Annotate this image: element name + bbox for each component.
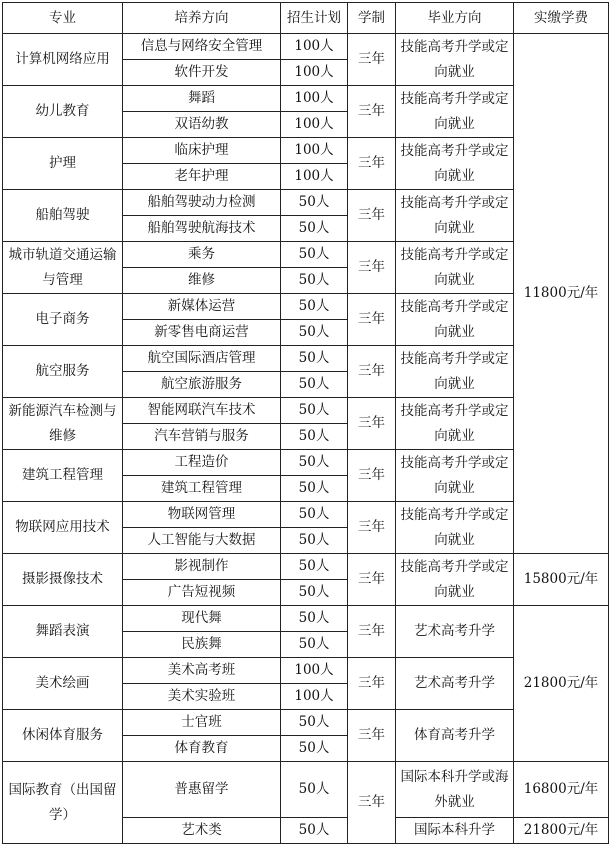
major-cell: 物联网应用技术: [3, 502, 123, 554]
plan-cell: 100人: [281, 112, 348, 138]
plan-cell: 100人: [281, 60, 348, 86]
direction-cell: 美术实验班: [123, 684, 281, 710]
table-row: [3, 554, 609, 580]
header-duration: 学制: [348, 3, 396, 34]
outcome-cell: 技能高考升学或定向就业: [396, 190, 514, 242]
plan-cell: 100人: [281, 164, 348, 190]
outcome-cell: 艺术高考升学: [396, 606, 514, 658]
outcome-cell: 国际本科升学或海外就业: [396, 762, 514, 818]
outcome-cell: 技能高考升学或定向就业: [396, 554, 514, 606]
direction-cell: 体育教育: [123, 736, 281, 762]
outcome-cell: 艺术高考升学: [396, 658, 514, 710]
duration-cell: 三年: [348, 502, 396, 554]
outcome-cell: 体育高考升学: [396, 710, 514, 762]
plan-cell: 50人: [281, 294, 348, 320]
direction-cell: 软件开发: [123, 60, 281, 86]
plan-cell: 50人: [281, 242, 348, 268]
direction-cell: 物联网管理: [123, 502, 281, 528]
fee-cell-intl-general: 16800元/年: [514, 762, 609, 818]
direction-cell: 士官班: [123, 710, 281, 736]
plan-cell: 100人: [281, 86, 348, 112]
header-major: 专业: [3, 3, 123, 34]
table-row: [3, 34, 609, 60]
plan-cell: 50人: [281, 372, 348, 398]
outcome-cell: 技能高考升学或定向就业: [396, 86, 514, 138]
direction-cell: 美术高考班: [123, 658, 281, 684]
table-row: [3, 606, 609, 632]
major-cell: 舞蹈表演: [3, 606, 123, 658]
major-cell: 幼儿教育: [3, 86, 123, 138]
direction-cell: 艺术类: [123, 818, 281, 844]
header-direction: 培养方向: [123, 3, 281, 34]
duration-cell: 三年: [348, 658, 396, 710]
direction-cell: 现代舞: [123, 606, 281, 632]
outcome-cell: 国际本科升学: [396, 818, 514, 844]
direction-cell: 航空国际酒店管理: [123, 346, 281, 372]
plan-cell: 50人: [281, 710, 348, 736]
direction-cell: 老年护理: [123, 164, 281, 190]
direction-cell: 民族舞: [123, 632, 281, 658]
direction-cell: 广告短视频: [123, 580, 281, 606]
duration-cell: 三年: [348, 86, 396, 138]
outcome-cell: 技能高考升学或定向就业: [396, 138, 514, 190]
outcome-cell: 技能高考升学或定向就业: [396, 346, 514, 398]
duration-cell: 三年: [348, 242, 396, 294]
major-cell: 城市轨道交通运输与管理: [3, 242, 123, 294]
plan-cell: 50人: [281, 476, 348, 502]
outcome-cell: 技能高考升学或定向就业: [396, 294, 514, 346]
major-cell: 航空服务: [3, 346, 123, 398]
fee-cell-arts: 21800元/年: [514, 606, 609, 762]
table-row: [3, 762, 609, 818]
plan-cell: 50人: [281, 450, 348, 476]
major-cell: 计算机网络应用: [3, 34, 123, 86]
fee-cell-standard: 11800元/年: [514, 34, 609, 554]
duration-cell: 三年: [348, 450, 396, 502]
duration-cell: 三年: [348, 606, 396, 658]
major-cell: 美术绘画: [3, 658, 123, 710]
major-cell: 船舶驾驶: [3, 190, 123, 242]
direction-cell: 普惠留学: [123, 762, 281, 818]
direction-cell: 双语幼教: [123, 112, 281, 138]
plan-cell: 50人: [281, 632, 348, 658]
direction-cell: 人工智能与大数据: [123, 528, 281, 554]
direction-cell: 影视制作: [123, 554, 281, 580]
header-plan: 招生计划: [281, 3, 348, 34]
plan-cell: 50人: [281, 424, 348, 450]
outcome-cell: 技能高考升学或定向就业: [396, 242, 514, 294]
plan-cell: 50人: [281, 268, 348, 294]
major-cell: 电子商务: [3, 294, 123, 346]
fee-cell-photo: 15800元/年: [514, 554, 609, 606]
duration-cell: 三年: [348, 34, 396, 86]
direction-cell: 建筑工程管理: [123, 476, 281, 502]
plan-cell: 50人: [281, 736, 348, 762]
outcome-cell: 技能高考升学或定向就业: [396, 398, 514, 450]
major-cell: 护理: [3, 138, 123, 190]
outcome-cell: 技能高考升学或定向就业: [396, 450, 514, 502]
plan-cell: 50人: [281, 502, 348, 528]
major-cell: 新能源汽车检测与维修: [3, 398, 123, 450]
duration-cell: 三年: [348, 762, 396, 844]
direction-cell: 工程造价: [123, 450, 281, 476]
direction-cell: 乘务: [123, 242, 281, 268]
header-row: [3, 3, 609, 34]
plan-cell: 50人: [281, 554, 348, 580]
header-outcome: 毕业方向: [396, 3, 514, 34]
duration-cell: 三年: [348, 190, 396, 242]
duration-cell: 三年: [348, 138, 396, 190]
major-cell: 休闲体育服务: [3, 710, 123, 762]
enrollment-table: [2, 2, 609, 844]
plan-cell: 50人: [281, 398, 348, 424]
direction-cell: 船舶驾驶动力检测: [123, 190, 281, 216]
plan-cell: 50人: [281, 606, 348, 632]
plan-cell: 50人: [281, 216, 348, 242]
duration-cell: 三年: [348, 294, 396, 346]
plan-cell: 50人: [281, 320, 348, 346]
direction-cell: 航空旅游服务: [123, 372, 281, 398]
plan-cell: 50人: [281, 528, 348, 554]
major-cell: 摄影摄像技术: [3, 554, 123, 606]
plan-cell: 50人: [281, 762, 348, 818]
duration-cell: 三年: [348, 710, 396, 762]
direction-cell: 新媒体运营: [123, 294, 281, 320]
plan-cell: 50人: [281, 580, 348, 606]
plan-cell: 50人: [281, 190, 348, 216]
duration-cell: 三年: [348, 554, 396, 606]
fee-cell-intl-art: 21800元/年: [514, 818, 609, 844]
direction-cell: 信息与网络安全管理: [123, 34, 281, 60]
duration-cell: 三年: [348, 398, 396, 450]
plan-cell: 100人: [281, 658, 348, 684]
plan-cell: 100人: [281, 34, 348, 60]
major-cell: 建筑工程管理: [3, 450, 123, 502]
direction-cell: 新零售电商运营: [123, 320, 281, 346]
header-fee: 实缴学费: [514, 3, 609, 34]
plan-cell: 50人: [281, 818, 348, 844]
outcome-cell: 技能高考升学或定向就业: [396, 502, 514, 554]
direction-cell: 临床护理: [123, 138, 281, 164]
direction-cell: 船舶驾驶航海技术: [123, 216, 281, 242]
direction-cell: 舞蹈: [123, 86, 281, 112]
outcome-cell: 技能高考升学或定向就业: [396, 34, 514, 86]
plan-cell: 100人: [281, 684, 348, 710]
duration-cell: 三年: [348, 346, 396, 398]
major-cell: 国际教育（出国留学）: [3, 762, 123, 844]
direction-cell: 维修: [123, 268, 281, 294]
plan-cell: 50人: [281, 346, 348, 372]
direction-cell: 智能网联汽车技术: [123, 398, 281, 424]
plan-cell: 100人: [281, 138, 348, 164]
direction-cell: 汽车营销与服务: [123, 424, 281, 450]
